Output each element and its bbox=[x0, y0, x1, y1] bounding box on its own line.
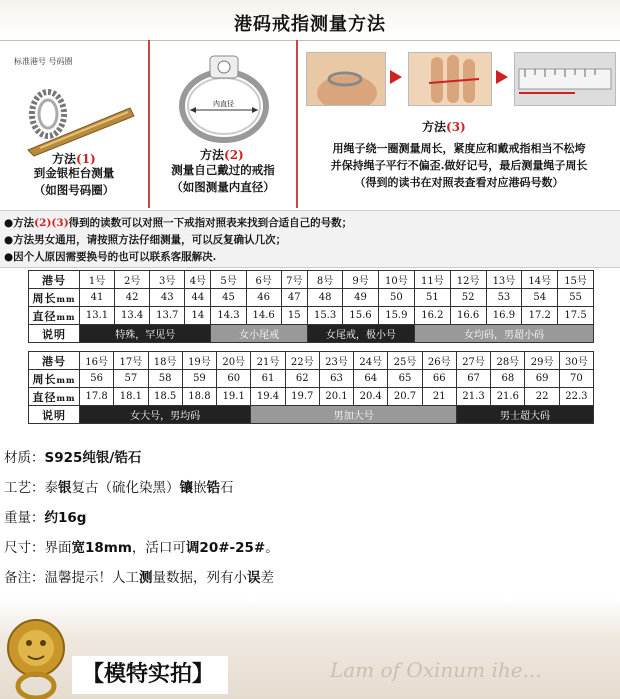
size-row bbox=[29, 271, 594, 289]
method-1-panel bbox=[0, 40, 150, 208]
size-cell: 4号 bbox=[185, 271, 211, 289]
method-3-panel bbox=[298, 40, 620, 208]
note-cell: 男加大号 bbox=[251, 406, 457, 424]
size-table-1 bbox=[28, 270, 594, 343]
circ-cell: 69 bbox=[525, 370, 559, 388]
circ-cell: 47 bbox=[281, 289, 307, 307]
diam-cell: 17.5 bbox=[558, 307, 594, 325]
page-title: 港码戒指测量方法 bbox=[234, 14, 386, 35]
method-2-desc: 测量自己戴过的戒指 （如图测量内直径） bbox=[171, 163, 275, 194]
circ-row bbox=[29, 289, 594, 307]
finger-mark-photo bbox=[408, 52, 492, 106]
note-cell: 女大号，男均码 bbox=[80, 406, 251, 424]
note-1: ●方法(2)(3)得到的读数可以对照一下戒指对照表来找到合适自己的号数； bbox=[4, 217, 353, 229]
diam-cell: 16.2 bbox=[414, 307, 450, 325]
note-cell: 女均码，男超小码 bbox=[414, 325, 593, 343]
size-cell: 5号 bbox=[211, 271, 246, 289]
size-row bbox=[29, 352, 594, 370]
ring-diameter-image bbox=[168, 48, 280, 148]
size-cell: 28号 bbox=[491, 352, 525, 370]
circ-cell: 64 bbox=[354, 370, 388, 388]
diam-cell: 13.7 bbox=[150, 307, 185, 325]
circ-cell: 55 bbox=[558, 289, 594, 307]
circ-cell: 48 bbox=[307, 289, 342, 307]
diam-cell: 19.4 bbox=[251, 388, 285, 406]
size-cell: 16号 bbox=[80, 352, 114, 370]
size-row-text: 尺寸：界面宽18mm，活口可调20#-25#。 bbox=[4, 540, 279, 556]
diam-cell: 19.1 bbox=[217, 388, 251, 406]
circ-cell: 52 bbox=[450, 289, 486, 307]
method-2-label: 方法(2) bbox=[200, 148, 244, 162]
inner-diameter-label: 内直径 bbox=[213, 100, 234, 108]
diam-row bbox=[29, 307, 594, 325]
note-cell: 男士超大码 bbox=[456, 406, 593, 424]
size-header: 港号 bbox=[29, 271, 80, 289]
diam-cell: 15 bbox=[281, 307, 307, 325]
craft-row: 工艺：泰银复古（硫化染黑）镶嵌锆石 bbox=[4, 480, 234, 496]
diam-header: 直径mm bbox=[29, 307, 80, 325]
circ-cell: 41 bbox=[80, 289, 115, 307]
size-cell: 25号 bbox=[388, 352, 422, 370]
size-table-2 bbox=[28, 351, 594, 424]
diam-row bbox=[29, 388, 594, 406]
diam-cell: 14 bbox=[185, 307, 211, 325]
diam-cell: 14.3 bbox=[211, 307, 246, 325]
size-cell: 22号 bbox=[285, 352, 319, 370]
ruler-photo bbox=[514, 52, 616, 106]
diam-cell: 21 bbox=[422, 388, 456, 406]
circ-cell: 61 bbox=[251, 370, 285, 388]
circ-cell: 62 bbox=[285, 370, 319, 388]
size-cell: 6号 bbox=[246, 271, 281, 289]
note-row bbox=[29, 325, 594, 343]
size-cell: 10号 bbox=[378, 271, 414, 289]
size-cell: 8号 bbox=[307, 271, 342, 289]
note-cell: 女尾戒，极小号 bbox=[307, 325, 414, 343]
size-header: 港号 bbox=[29, 352, 80, 370]
note-cell: 女小尾戒 bbox=[211, 325, 307, 343]
diam-cell: 17.2 bbox=[522, 307, 558, 325]
diam-cell: 18.1 bbox=[114, 388, 148, 406]
circ-cell: 66 bbox=[422, 370, 456, 388]
circ-cell: 68 bbox=[491, 370, 525, 388]
script-watermark: Lam of Oxinum ihe... bbox=[330, 658, 542, 682]
circ-cell: 60 bbox=[217, 370, 251, 388]
size-cell: 17号 bbox=[114, 352, 148, 370]
circ-cell: 63 bbox=[319, 370, 353, 388]
diam-cell: 21.3 bbox=[456, 388, 490, 406]
size-cell: 18号 bbox=[148, 352, 182, 370]
diam-cell: 20.7 bbox=[388, 388, 422, 406]
method-3-desc: 用绳子绕一圈测量周长，紧度应和戴戒指相当不松垮 并保持绳子平行不偏歪.做好记号，最后测量绳子周长 （得到的读书在对照表查看对应港码号数） bbox=[330, 142, 588, 189]
finger-string-photo bbox=[306, 52, 386, 106]
diam-cell: 15.3 bbox=[307, 307, 342, 325]
diam-cell: 20.1 bbox=[319, 388, 353, 406]
diam-cell: 22.3 bbox=[559, 388, 593, 406]
note-header: 说明 bbox=[29, 325, 80, 343]
diam-cell: 19.7 bbox=[285, 388, 319, 406]
circ-cell: 53 bbox=[486, 289, 522, 307]
size-cell: 7号 bbox=[281, 271, 307, 289]
size-cell: 11号 bbox=[414, 271, 450, 289]
diam-cell: 18.5 bbox=[148, 388, 182, 406]
material-row: 材质：S925纯银/锆石 bbox=[4, 450, 142, 466]
size-cell: 23号 bbox=[319, 352, 353, 370]
circ-cell: 46 bbox=[246, 289, 281, 307]
weight-row: 重量：约16g bbox=[4, 510, 87, 526]
notes-section bbox=[0, 210, 620, 268]
diam-cell: 16.9 bbox=[486, 307, 522, 325]
diam-cell: 13.1 bbox=[80, 307, 115, 325]
note-2: ●方法男女通用，请按照方法仔细测量，可以反复确认几次； bbox=[4, 234, 287, 246]
note-cell: 特殊，罕见号 bbox=[80, 325, 211, 343]
size-cell: 24号 bbox=[354, 352, 388, 370]
circ-cell: 65 bbox=[388, 370, 422, 388]
size-cell: 30号 bbox=[559, 352, 593, 370]
circ-row bbox=[29, 370, 594, 388]
ring-sizer-image bbox=[10, 68, 140, 158]
diam-cell: 22 bbox=[525, 388, 559, 406]
note-row bbox=[29, 406, 594, 424]
circ-header: 周长mm bbox=[29, 370, 80, 388]
size-cell: 14号 bbox=[522, 271, 558, 289]
diam-cell: 20.4 bbox=[354, 388, 388, 406]
circ-cell: 59 bbox=[182, 370, 216, 388]
circ-cell: 54 bbox=[522, 289, 558, 307]
header-bar bbox=[0, 0, 620, 41]
circ-cell: 57 bbox=[114, 370, 148, 388]
size-cell: 20号 bbox=[217, 352, 251, 370]
size-cell: 19号 bbox=[182, 352, 216, 370]
diam-cell: 16.6 bbox=[450, 307, 486, 325]
circ-header: 周长mm bbox=[29, 289, 80, 307]
diam-cell: 21.6 bbox=[491, 388, 525, 406]
diam-cell: 15.6 bbox=[343, 307, 378, 325]
circ-cell: 70 bbox=[559, 370, 593, 388]
note-3: ●因个人原因需要换号的也可以联系客服解决. bbox=[4, 251, 217, 263]
method-1-desc: 到金银柜台测量 （如图号码圈） bbox=[33, 166, 115, 197]
circ-cell: 42 bbox=[115, 289, 150, 307]
diam-header: 直径mm bbox=[29, 388, 80, 406]
method-2-panel bbox=[150, 40, 298, 208]
arrow-icon bbox=[496, 70, 508, 84]
model-photo-heading: 【模特实拍】 bbox=[72, 656, 228, 694]
diam-cell: 15.9 bbox=[378, 307, 414, 325]
diam-cell: 17.8 bbox=[80, 388, 114, 406]
remark-row: 备注：温馨提示！人工测量数据，列有小误差 bbox=[4, 570, 274, 586]
size-cell: 1号 bbox=[80, 271, 115, 289]
circ-cell: 67 bbox=[456, 370, 490, 388]
diam-cell: 13.4 bbox=[115, 307, 150, 325]
diam-cell: 14.6 bbox=[246, 307, 281, 325]
size-cell: 13号 bbox=[486, 271, 522, 289]
size-cell: 2号 bbox=[115, 271, 150, 289]
diam-cell: 18.8 bbox=[182, 388, 216, 406]
size-cell: 21号 bbox=[251, 352, 285, 370]
size-cell: 9号 bbox=[343, 271, 378, 289]
method-1-label: 方法(1) bbox=[52, 152, 96, 166]
size-cell: 26号 bbox=[422, 352, 456, 370]
circ-cell: 49 bbox=[343, 289, 378, 307]
ring-sizer-tag: 标准港号 号码圈 bbox=[14, 57, 73, 66]
method-3-label: 方法(3) bbox=[422, 120, 466, 134]
circ-cell: 50 bbox=[378, 289, 414, 307]
methods-section bbox=[0, 40, 620, 208]
size-cell: 15号 bbox=[558, 271, 594, 289]
arrow-icon bbox=[390, 70, 402, 84]
size-cell: 27号 bbox=[456, 352, 490, 370]
circ-cell: 43 bbox=[150, 289, 185, 307]
circ-cell: 45 bbox=[211, 289, 246, 307]
size-cell: 29号 bbox=[525, 352, 559, 370]
circ-cell: 44 bbox=[185, 289, 211, 307]
size-cell: 3号 bbox=[150, 271, 185, 289]
circ-cell: 56 bbox=[80, 370, 114, 388]
note-header: 说明 bbox=[29, 406, 80, 424]
lion-knocker-icon bbox=[4, 608, 68, 699]
circ-cell: 58 bbox=[148, 370, 182, 388]
model-photo-section bbox=[0, 598, 620, 699]
size-cell: 12号 bbox=[450, 271, 486, 289]
circ-cell: 51 bbox=[414, 289, 450, 307]
